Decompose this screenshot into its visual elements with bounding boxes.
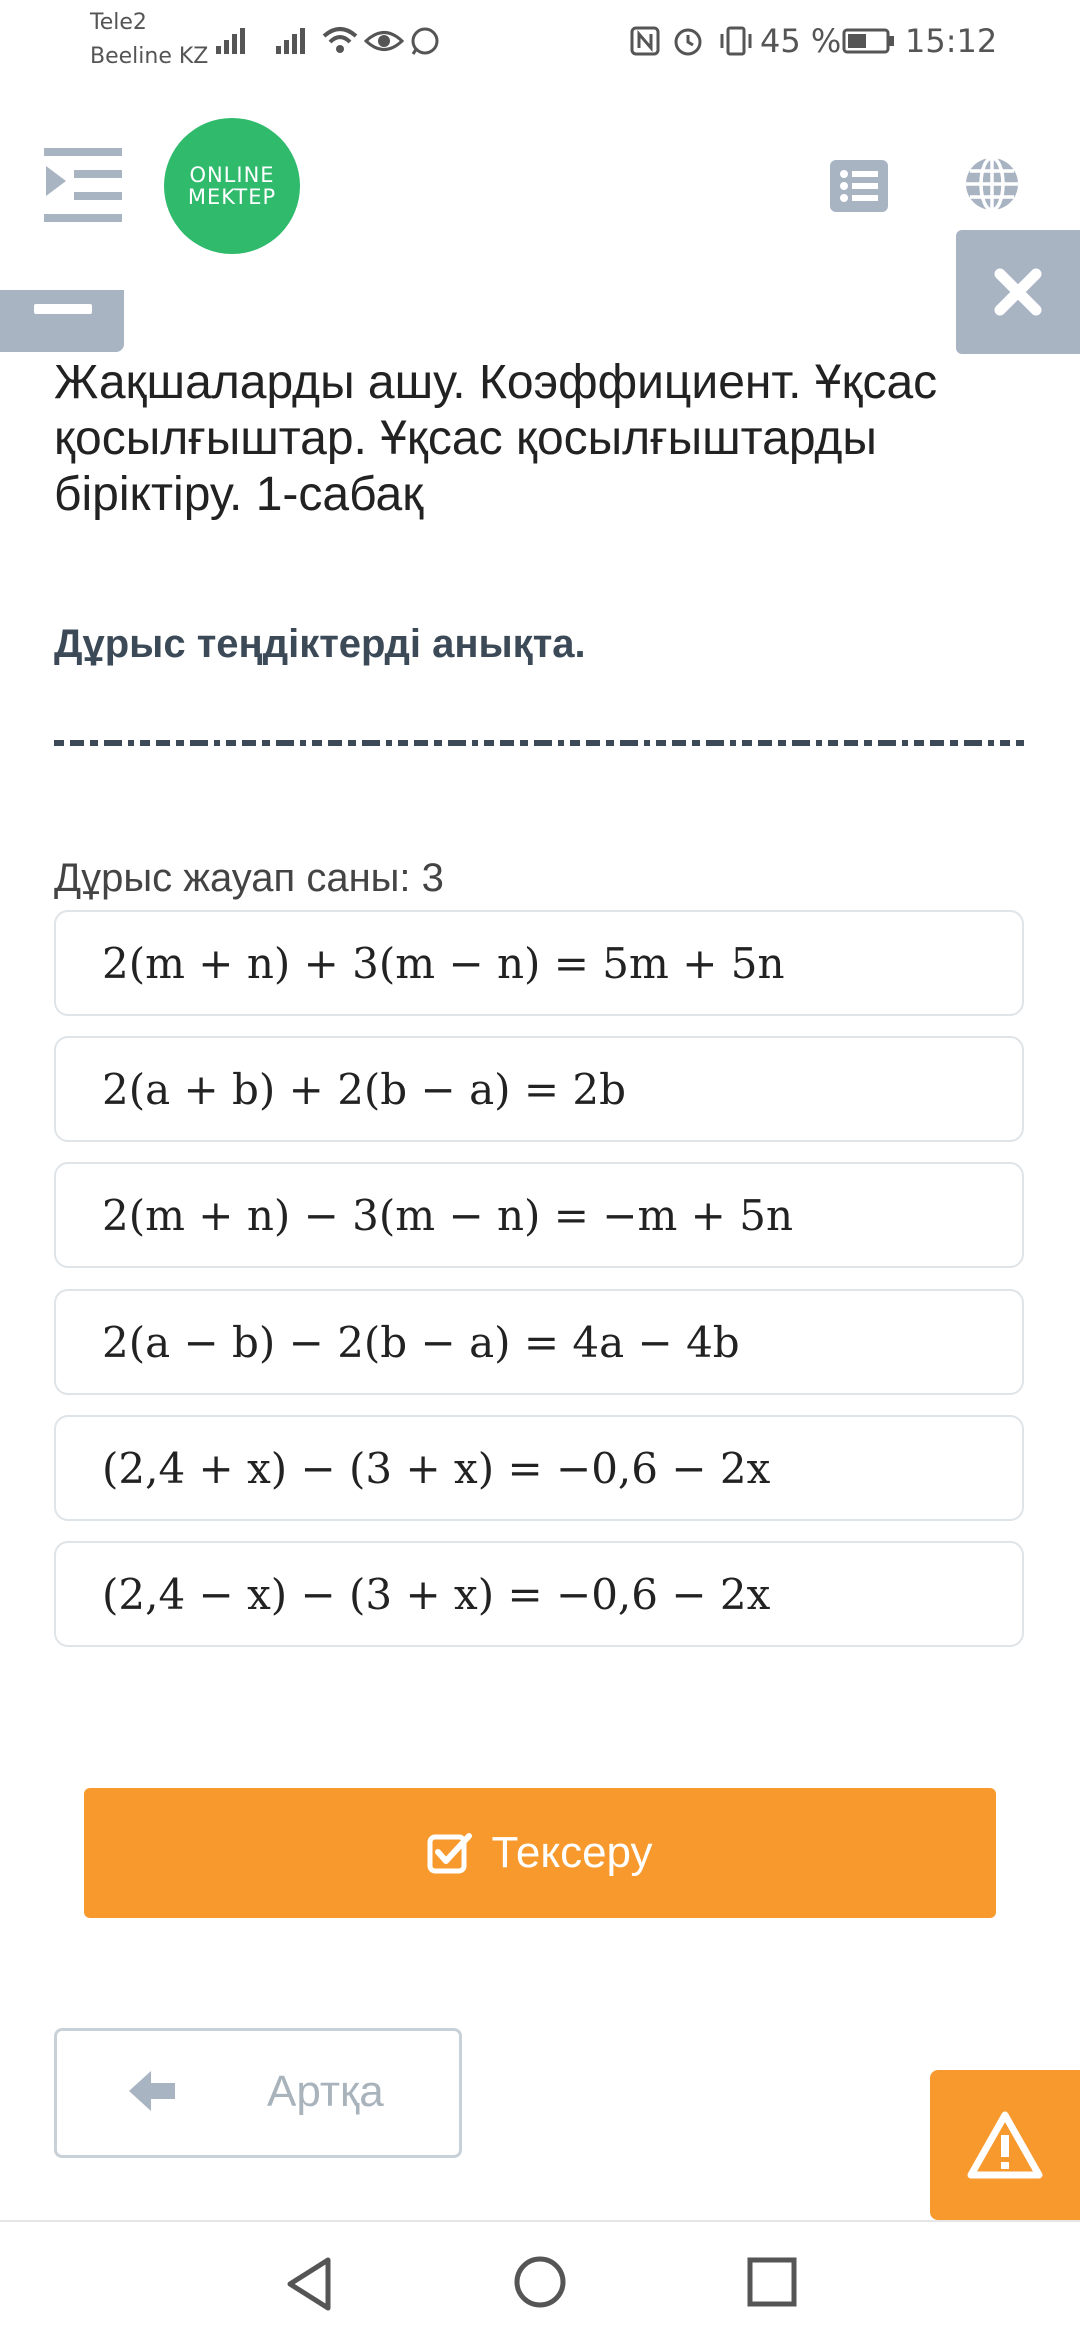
warning-icon bbox=[965, 2109, 1045, 2181]
vibrate-icon bbox=[716, 26, 756, 56]
system-navigation-bar bbox=[0, 2222, 1080, 2340]
option-label: 2(m + n) − 3(m − n) = −m + 5n bbox=[102, 1190, 793, 1240]
collapse-panel-tab[interactable] bbox=[0, 290, 124, 352]
online-mektep-logo[interactable] bbox=[164, 118, 300, 254]
home-circle-icon[interactable] bbox=[512, 2254, 568, 2310]
back-button[interactable] bbox=[54, 2028, 462, 2158]
menu-toggle-icon[interactable] bbox=[44, 148, 124, 222]
carrier-name-1: Tele2 bbox=[90, 10, 147, 35]
close-icon bbox=[992, 266, 1044, 318]
logo-text-line-2: MEKTEP bbox=[187, 185, 277, 209]
back-button-label: Артқа bbox=[267, 2067, 384, 2116]
option-label: (2,4 + x) − (3 + x) = −0,6 − 2x bbox=[102, 1443, 771, 1493]
arrow-left-icon bbox=[127, 2069, 177, 2113]
alarm-icon bbox=[672, 26, 704, 56]
nfc-icon bbox=[630, 26, 660, 56]
signal-icon bbox=[274, 26, 310, 56]
task-instruction: Дұрыс теңдіктерді анықта. bbox=[54, 622, 586, 666]
option-label: 2(m + n) + 3(m − n) = 5m + 5n bbox=[102, 938, 785, 988]
globe-icon[interactable] bbox=[962, 154, 1022, 214]
status-bar bbox=[0, 0, 1080, 80]
logo-text-line-1: ONLINE bbox=[189, 163, 275, 187]
lesson-title: Жақшаларды ашу. Коэффициент. Ұқсас қосылғыштар. Ұқсас қосылғыштарды біріктіру. 1-сабақ bbox=[54, 356, 938, 521]
carrier-name-2: Beeline KZ bbox=[90, 44, 209, 69]
answer-option-3[interactable] bbox=[54, 1162, 1024, 1268]
minus-icon bbox=[34, 304, 92, 314]
signal-icon bbox=[214, 26, 250, 56]
battery-icon bbox=[842, 26, 896, 56]
answer-option-6[interactable] bbox=[54, 1541, 1024, 1647]
check-button-label: Тексеру bbox=[491, 1828, 653, 1877]
answer-option-2[interactable] bbox=[54, 1036, 1024, 1142]
back-triangle-icon[interactable] bbox=[284, 2256, 334, 2312]
answer-option-1[interactable] bbox=[54, 910, 1024, 1016]
answer-option-5[interactable] bbox=[54, 1415, 1024, 1521]
wifi-icon bbox=[320, 26, 360, 56]
checkbox-check-icon bbox=[427, 1830, 473, 1876]
close-button[interactable] bbox=[956, 230, 1080, 354]
answer-option-4[interactable] bbox=[54, 1289, 1024, 1395]
report-problem-button[interactable] bbox=[930, 2070, 1080, 2220]
option-label: 2(a − b) − 2(b − a) = 4a − 4b bbox=[102, 1317, 740, 1367]
option-label: 2(a + b) + 2(b − a) = 2b bbox=[102, 1064, 627, 1114]
check-button[interactable] bbox=[84, 1788, 996, 1918]
battery-percent: 45 % bbox=[760, 22, 842, 60]
recents-square-icon[interactable] bbox=[746, 2256, 798, 2308]
correct-answer-count: Дұрыс жауап саны: 3 bbox=[54, 856, 444, 900]
list-icon[interactable] bbox=[830, 160, 888, 212]
eye-icon bbox=[364, 26, 404, 56]
clock: 15:12 bbox=[905, 22, 998, 60]
question-progress-dots bbox=[54, 738, 1024, 748]
whatsapp-icon bbox=[408, 26, 442, 56]
option-label: (2,4 − x) − (3 + x) = −0,6 − 2x bbox=[102, 1569, 771, 1619]
